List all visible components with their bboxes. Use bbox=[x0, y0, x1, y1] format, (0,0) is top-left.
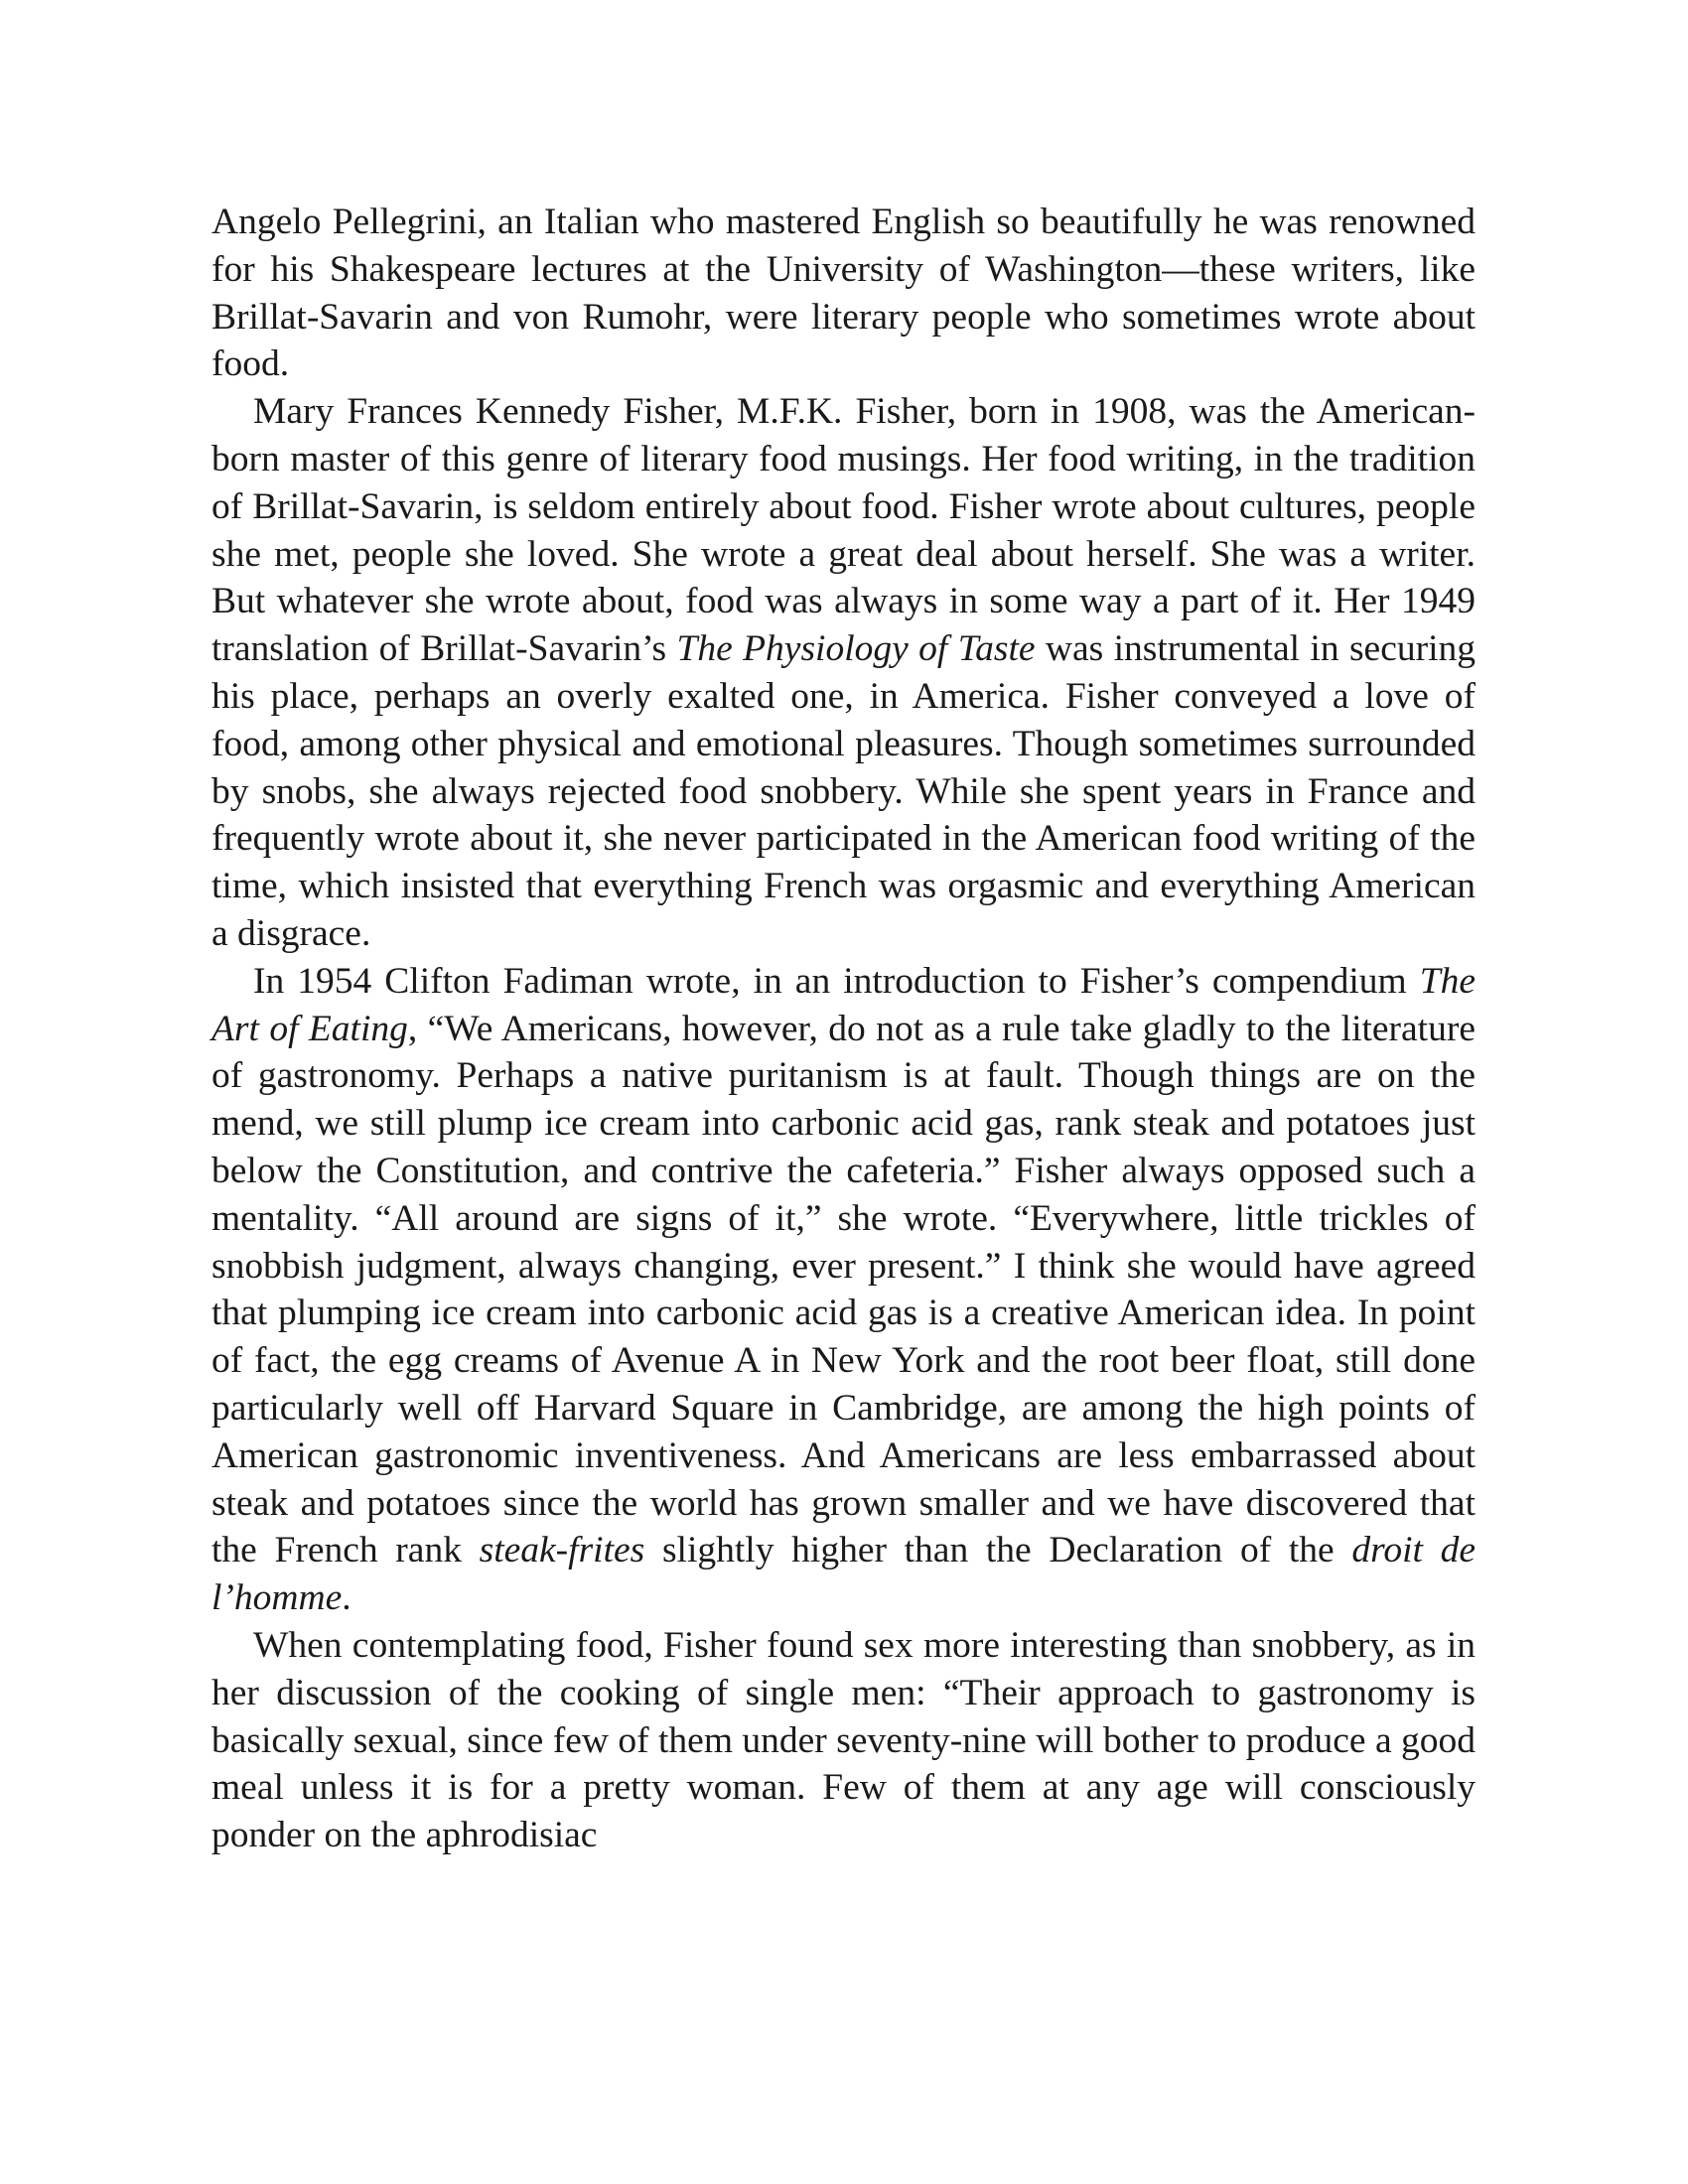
paragraph-1 bbox=[211, 199, 1476, 388]
term-droit-de-lhomme: droit de l’homme bbox=[211, 1530, 1476, 1619]
paragraph-3-text-b: , “We Americans, however, do not as a rule take gladly to the literature of gastronomy. Perhaps a native puritanism is at fault. Though things are on the mend, we still plump ice cream into carbonic acid gas, rank steak and potatoes just below the Constitution, and contrive the cafeteria.” Fisher always opposed such a mentality. “All around are signs of it,” she wrote. “Everywhere, little trickles of snobbish judgment, always changing, ever present.” I think she would have agreed that plumping ice cream into carbonic acid gas is a creative American idea. In point of fact, the egg creams of Avenue A in New York and the root beer float, still done particularly well off Harvard Square in Cambridge, are among the high points of American gastronomic inventiveness. And Americans are less embarrassed about steak and potatoes since the world has grown smaller and we have discovered that the French rank bbox=[211, 1008, 1476, 1571]
paragraph-3 bbox=[211, 958, 1476, 1622]
paragraph-3-text-c: slightly higher than the Declaration of the bbox=[644, 1530, 1352, 1571]
book-title-physiology-of-taste: The Physiology of Taste bbox=[676, 628, 1036, 670]
paragraph-4-text: When contemplating food, Fisher found sex more interesting than snobbery, as in her discussion of the cooking of single men: “Their approach to gastronomy is basically sexual, since few of them under seventy-nine will bother to produce a good meal unless it is for a pretty woman. Few of them at any age will consciously ponder on the aphrodisiac bbox=[211, 1624, 1476, 1856]
document-page bbox=[211, 199, 1476, 1859]
paragraph-2-text-a: Mary Frances Kennedy Fisher, M.F.K. Fisher, born in 1908, was the American-born master of this genre of literary food musings. Her food writing, in the tradition of Brillat-Savarin, is seldom entirely about food. Fisher wrote about cultures, people she met, people she loved. She wrote a great deal about herself. She was a writer. But whatever she wrote about, food was always in some way a part of it. Her 1949 translation of Brillat-Savarin’s bbox=[211, 391, 1476, 670]
term-steak-frites: steak-frites bbox=[479, 1530, 645, 1571]
paragraph-4 bbox=[211, 1622, 1476, 1859]
paragraph-2-text-b: was instrumental in securing his place, perhaps an overly exalted one, in America. Fisher conveyed a love of food, among other physical and emotional pleasures. Though sometimes surrounded by snobs, she always rejected food snobbery. While she spent years in France and frequently wrote about it, she never participated in the American food writing of the time, which insisted that everything French was orgasmic and everything American a disgrace. bbox=[211, 628, 1476, 954]
book-title-art-of-eating: The Art of Eating bbox=[211, 960, 1476, 1049]
paragraph-1-text: Angelo Pellegrini, an Italian who mastered English so beautifully he was renowned for his Shakespeare lectures at the University of Washington—these writers, like Brillat-Savarin and von Rumohr, were literary people who sometimes wrote about food. bbox=[211, 202, 1476, 385]
paragraph-3-text-a: In 1954 Clifton Fadiman wrote, in an introduction to Fisher’s compendium bbox=[253, 960, 1420, 1002]
paragraph-3-text-d: . bbox=[342, 1577, 352, 1619]
paragraph-2 bbox=[211, 388, 1476, 958]
